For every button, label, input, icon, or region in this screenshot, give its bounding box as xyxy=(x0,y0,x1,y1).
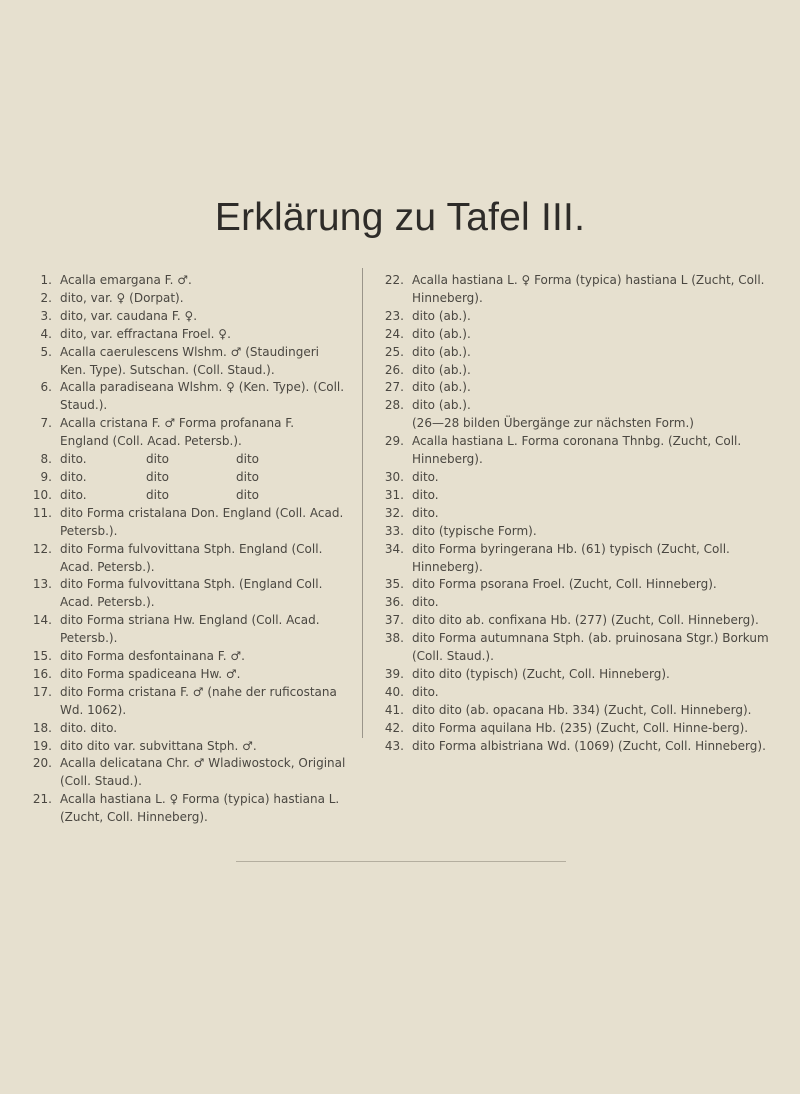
entry-text: dito (typische Form). xyxy=(412,523,537,538)
plate-entry xyxy=(28,290,346,308)
plate-entry xyxy=(28,415,346,451)
entry-text: dito Forma cristalana Don. England (Coll. Acad. Petersb.). xyxy=(60,505,344,538)
entry-text: Acalla paradiseana Wlshm. ♀ (Ken. Type). (Coll. Staud.). xyxy=(60,380,345,413)
entry-number: 27. xyxy=(384,380,404,395)
plate-entry xyxy=(28,451,346,469)
plate-entry xyxy=(380,469,778,487)
plate-entry xyxy=(28,326,346,344)
entry-text: dito Forma spadiceana Hw. ♂. xyxy=(60,666,241,681)
entry-text: dito dito ab. confixana Hb. (277) (Zucht, Coll. Hinneberg). xyxy=(412,613,759,628)
plate-entry xyxy=(380,433,778,469)
entry-number: 18. xyxy=(32,720,52,735)
entry-number: 8. xyxy=(40,452,52,467)
entry-cell: dito xyxy=(146,487,169,502)
entry-number: 22. xyxy=(384,273,404,287)
plate-entry xyxy=(380,523,778,541)
entry-text: dito Forma aquilana Hb. (235) (Zucht, Coll. Hinne-berg). xyxy=(412,720,749,735)
plate-entry xyxy=(380,415,778,433)
entry-number: 42. xyxy=(384,720,404,735)
left-column xyxy=(28,272,346,827)
entry-text: dito (ab.). xyxy=(412,380,471,395)
entry-text: dito Forma desfontainana F. ♂. xyxy=(60,649,245,664)
plate-entry xyxy=(380,505,778,523)
plate-entry xyxy=(380,397,778,415)
entry-text: dito dito (typisch) (Zucht, Coll. Hinneberg). xyxy=(412,666,670,681)
entry-cell: dito xyxy=(236,487,259,502)
entry-number: 14. xyxy=(32,613,52,628)
entry-number: 10. xyxy=(32,487,52,502)
plate-entry xyxy=(28,684,346,720)
entry-text: dito Forma fulvovittana Stph. England (Coll. Acad. Petersb.). xyxy=(60,541,323,574)
plate-entry xyxy=(380,594,778,612)
plate-entry xyxy=(28,666,346,684)
entry-text: dito Forma byringerana Hb. (61) typisch (Zucht, Coll. Hinneberg). xyxy=(412,541,730,574)
bottom-rule xyxy=(236,861,566,862)
plate-entry xyxy=(380,308,778,326)
entry-number: 34. xyxy=(384,541,404,556)
plate-entry xyxy=(28,379,346,415)
entry-number: 39. xyxy=(384,666,404,681)
entry-number: 26. xyxy=(384,362,404,377)
entry-number: 29. xyxy=(384,434,404,449)
entry-text: dito Forma albistriana Wd. (1069) (Zucht, Coll. Hinneberg). xyxy=(412,738,766,753)
entry-number: 4. xyxy=(40,326,52,341)
entry-number: 28. xyxy=(384,398,404,413)
plate-entry xyxy=(380,630,778,666)
plate-entry xyxy=(28,755,346,791)
plate-entry xyxy=(28,272,346,290)
entry-text: Acalla hastiana L. ♀ Forma (typica) hastiana L. (Zucht, Coll. Hinneberg). xyxy=(60,792,340,825)
column-divider xyxy=(362,268,363,738)
plate-entry xyxy=(28,469,346,487)
entry-text: Acalla caerulescens Wlshm. ♂ (Staudingeri Ken. Type). Sutschan. (Coll. Staud.). xyxy=(60,344,320,377)
entry-text: dito Forma cristana F. ♂ (nahe der ruficostana Wd. 1062). xyxy=(60,684,337,717)
plate-entry xyxy=(28,720,346,738)
plate-entry xyxy=(380,344,778,362)
plate-entry xyxy=(28,487,346,505)
right-column xyxy=(380,272,778,755)
entry-number: 3. xyxy=(40,308,52,323)
entry-text: dito Forma psorana Froel. (Zucht, Coll. Hinneberg). xyxy=(412,577,717,592)
entry-text: Acalla hastiana L. Forma coronana Thnbg. (Zucht, Coll. Hinneberg). xyxy=(412,434,742,467)
entry-text: dito (ab.). xyxy=(412,344,471,359)
plate-entry xyxy=(28,612,346,648)
entry-number: 7. xyxy=(40,416,52,431)
plate-entry xyxy=(380,666,778,684)
entry-text: dito (ab.). xyxy=(412,362,471,377)
entry-text: dito dito (ab. opacana Hb. 334) (Zucht, Coll. Hinneberg). xyxy=(412,702,752,717)
entry-text: dito. xyxy=(412,487,439,502)
entry-cells xyxy=(60,469,346,487)
entry-number: 19. xyxy=(32,738,52,753)
entry-number: 30. xyxy=(384,469,404,484)
plate-entry xyxy=(380,379,778,397)
entry-text: dito Forma autumnana Stph. (ab. pruinosana Stgr.) Borkum (Coll. Staud.). xyxy=(412,631,769,664)
entry-cell: dito xyxy=(236,452,259,467)
plate-entry xyxy=(28,738,346,756)
entry-cells xyxy=(60,487,346,505)
entry-cell: dito. xyxy=(60,487,87,502)
entry-cell: dito xyxy=(146,452,169,467)
plate-entry xyxy=(380,576,778,594)
plate-entry xyxy=(28,648,346,666)
entry-cell: dito. xyxy=(60,452,87,467)
entry-text: dito (ab.). xyxy=(412,326,471,341)
entry-number: 20. xyxy=(32,756,52,771)
entry-text: dito dito var. subvittana Stph. ♂. xyxy=(60,738,257,753)
plate-entry xyxy=(28,344,346,380)
entry-cells xyxy=(60,451,346,469)
entry-text: dito Forma fulvovittana Stph. (England Coll. Acad. Petersb.). xyxy=(60,577,323,610)
entry-text: Acalla emargana F. ♂. xyxy=(60,273,192,287)
entry-number: 11. xyxy=(32,505,52,520)
entry-number: 25. xyxy=(384,344,404,359)
entry-number: 36. xyxy=(384,595,404,610)
entry-number: 17. xyxy=(32,684,52,699)
entry-text: dito. xyxy=(412,595,439,610)
plate-entry xyxy=(380,541,778,577)
entry-text: Acalla cristana F. ♂ Forma profanana F. England (Coll. Acad. Petersb.). xyxy=(60,416,295,449)
plate-entry xyxy=(380,362,778,380)
entry-cell: dito. xyxy=(60,469,87,484)
entry-number: 15. xyxy=(32,649,52,664)
entry-number: 21. xyxy=(32,792,52,807)
entry-number: 37. xyxy=(384,613,404,628)
entry-number: 12. xyxy=(32,541,52,556)
entry-number: 2. xyxy=(40,290,52,305)
entry-number: 1. xyxy=(40,273,52,287)
entry-text: dito, var. caudana F. ♀. xyxy=(60,308,198,323)
plate-entry xyxy=(28,541,346,577)
entry-number: 43. xyxy=(384,738,404,753)
entry-text: dito. xyxy=(412,505,439,520)
entry-text: dito (ab.). xyxy=(412,308,471,323)
entry-number: 33. xyxy=(384,523,404,538)
entry-number xyxy=(380,415,412,433)
plate-entry xyxy=(28,308,346,326)
plate-entry xyxy=(28,576,346,612)
entry-number: 38. xyxy=(384,631,404,646)
entry-number: 24. xyxy=(384,326,404,341)
plate-entry xyxy=(380,738,778,756)
entry-text: dito Forma striana Hw. England (Coll. Acad. Petersb.). xyxy=(60,613,320,646)
plate-entry xyxy=(28,505,346,541)
plate-entry xyxy=(380,702,778,720)
page-title: Erklärung zu Tafel III. xyxy=(214,196,586,239)
entry-text: dito. xyxy=(412,469,439,484)
plate-entry xyxy=(380,612,778,630)
entry-text: Acalla delicatana Chr. ♂ Wladiwostock, Original (Coll. Staud.). xyxy=(60,756,346,789)
entry-number: 9. xyxy=(40,469,52,484)
entry-number: 6. xyxy=(40,380,52,395)
entry-text: dito, var. ♀ (Dorpat). xyxy=(60,290,184,305)
entry-number: 35. xyxy=(384,577,404,592)
plate-entry xyxy=(28,791,346,827)
entry-number: 5. xyxy=(40,344,52,359)
entry-text: dito. dito. xyxy=(60,720,118,735)
entry-number: 41. xyxy=(384,702,404,717)
entry-number: 13. xyxy=(32,577,52,592)
entry-number: 40. xyxy=(384,684,404,699)
entry-number: 23. xyxy=(384,308,404,323)
plate-entry xyxy=(380,272,778,308)
plate-entry xyxy=(380,326,778,344)
plate-entry xyxy=(380,487,778,505)
entry-number: 16. xyxy=(32,666,52,681)
entry-number: 32. xyxy=(384,505,404,520)
plate-entry xyxy=(380,720,778,738)
plate-entry xyxy=(380,684,778,702)
entry-text: dito. xyxy=(412,684,439,699)
entry-cell: dito xyxy=(146,469,169,484)
entry-text: dito (ab.). xyxy=(412,398,471,413)
entry-number: 31. xyxy=(384,487,404,502)
entry-text: Acalla hastiana L. ♀ Forma (typica) hastiana L (Zucht, Coll. Hinneberg). xyxy=(412,273,765,305)
entry-text: dito, var. effractana Froel. ♀. xyxy=(60,326,231,341)
entry-cell: dito xyxy=(236,469,259,484)
entry-text: (26—28 bilden Übergänge zur nächsten Form.) xyxy=(412,416,694,431)
